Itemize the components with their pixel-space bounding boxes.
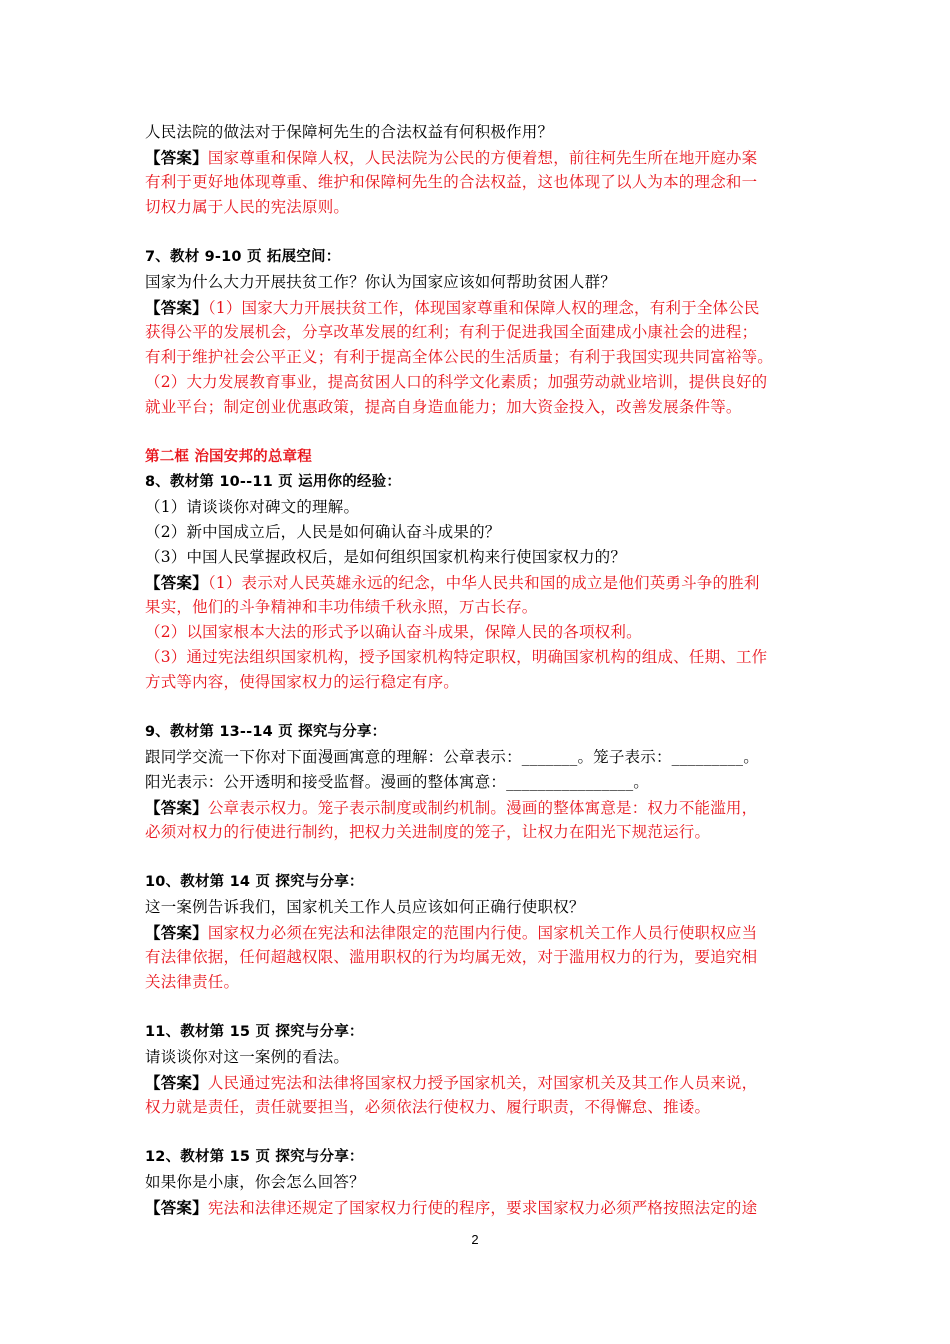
answer-label: 【答案】: [145, 923, 208, 942]
question-text: （1）请谈谈你对碑文的理解。: [145, 498, 360, 516]
section-q6: [145, 120, 810, 220]
blank-line: [145, 695, 810, 720]
section-q10: [145, 870, 810, 995]
answer-text: 切权力属于人民的宪法原则。: [145, 198, 350, 216]
answer-text: （1）表示对人民英雄永远的纪念，中华人民共和国的成立是他们英勇斗争的胜利: [207, 574, 760, 592]
question-text: 人民法院的做法对于保障柯先生的合法权益有何积极作用？: [145, 123, 554, 141]
answer-text: 有利于更好地体现尊重、维护和保障柯先生的合法权益，这也体现了以人为本的理念和一: [145, 173, 758, 191]
answer-text: 果实，他们的斗争精神和丰功伟绩千秋永照，万古长存。: [145, 598, 538, 616]
answer-text: 关法律责任。: [145, 973, 240, 991]
answer-text: （3）通过宪法组织国家机构，授予国家机构特定职权，明确国家机构的组成、任期、工作: [145, 648, 768, 666]
question-heading: 12、教材第 15 页 探究与分享：: [145, 1149, 364, 1165]
answer-line: [145, 1070, 810, 1095]
answer-text: 宪法和法律还规定了国家权力行使的程序，要求国家权力必须严格按照法定的途: [207, 1199, 758, 1217]
section-sec2: [145, 445, 810, 695]
answer-line: [145, 295, 810, 320]
answer-line: [145, 145, 810, 170]
answer-text: 有利于维护社会公平正义；有利于提高全体公民的生活质量；有利于我国实现共同富裕等。: [145, 348, 774, 366]
answer-text: （2）大力发展教育事业，提高贫困人口的科学文化素质；加强劳动就业培训，提供良好的: [145, 373, 768, 391]
answer-text: 人民通过宪法和法律将国家权力授予国家机关，对国家机关及其工作人员来说，: [207, 1074, 758, 1092]
blank-line: [145, 1120, 810, 1145]
blank-line: [145, 420, 810, 445]
answer-text: 有法律依据，任何超越权限、滥用职权的行为均属无效，对于滥用权力的行为，要追究相: [145, 948, 758, 966]
question-heading: 7、教材 9-10 页 拓展空间：: [145, 249, 341, 265]
answer-label: 【答案】: [145, 148, 208, 167]
answer-text: （1）国家大力开展扶贫工作，体现国家尊重和保障人权的理念，有利于全体公民: [207, 299, 760, 317]
blank-line: [145, 220, 810, 245]
answer-line: [145, 795, 810, 820]
question-heading: 8、教材第 10--11 页 运用你的经验：: [145, 474, 402, 490]
question-text: （3）中国人民掌握政权后，是如何组织国家机构来行使国家权力的？: [145, 548, 627, 566]
question-text: 跟同学交流一下你对下面漫画寓意的理解：公章表示：_______。笼子表示：_________。: [145, 748, 759, 766]
answer-text: 必须对权力的行使进行制约，把权力关进制度的笼子，让权力在阳光下规范运行。: [145, 823, 711, 841]
answer-label: 【答案】: [145, 1198, 208, 1217]
question-text: 阳光表示：公开透明和接受监督。漫画的整体寓意：________________。: [145, 773, 650, 791]
answer-text: 权力就是责任，责任就要担当，必须依法行使权力、履行职责，不得懈怠、推诿。: [145, 1098, 711, 1116]
answer-label: 【答案】: [145, 1073, 208, 1092]
question-heading: 9、教材第 13--14 页 探究与分享：: [145, 724, 387, 740]
answer-line: [145, 1195, 810, 1220]
answer-label: 【答案】: [145, 798, 208, 817]
answer-text: 公章表示权力。笼子表示制度或制约机制。漫画的整体寓意是：权力不能滥用，: [207, 799, 758, 817]
question-text: 这一案例告诉我们，国家机关工作人员应该如何正确行使职权？: [145, 898, 585, 916]
answer-line: [145, 570, 810, 595]
question-text: 国家为什么大力开展扶贫工作？你认为国家应该如何帮助贫困人群？: [145, 273, 617, 291]
answer-text: （2）以国家根本大法的形式予以确认奋斗成果，保障人民的各项权利。: [145, 623, 642, 641]
answer-line: [145, 920, 810, 945]
answer-text: 就业平台；制定创业优惠政策，提高自身造血能力；加大资金投入，改善发展条件等。: [145, 398, 742, 416]
answer-text: 国家尊重和保障人权，人民法院为公民的方便着想，前往柯先生所在地开庭办案: [207, 149, 758, 167]
answer-label: 【答案】: [145, 573, 208, 592]
question-heading: 11、教材第 15 页 探究与分享：: [145, 1024, 364, 1040]
question-heading: 10、教材第 14 页 探究与分享：: [145, 874, 364, 890]
blank-line: [145, 995, 810, 1020]
answer-text: 国家权力必须在宪法和法律限定的范围内行使。国家机关工作人员行使职权应当: [207, 924, 758, 942]
document-page: [145, 120, 810, 1220]
section-q7: [145, 245, 810, 420]
section-heading: 第二框 治国安邦的总章程: [145, 449, 312, 465]
question-text: 如果你是小康，你会怎么回答？: [145, 1173, 365, 1191]
answer-text: 获得公平的发展机会，分享改革发展的红利；有利于促进我国全面建成小康社会的进程；: [145, 323, 758, 341]
section-q11: [145, 1020, 810, 1120]
blank-line: [145, 845, 810, 870]
section-q12: [145, 1145, 810, 1220]
page-number: 2: [471, 1232, 479, 1247]
question-text: 请谈谈你对这一案例的看法。: [145, 1048, 350, 1066]
question-text: （2）新中国成立后，人民是如何确认奋斗成果的？: [145, 523, 501, 541]
answer-label: 【答案】: [145, 298, 208, 317]
answer-text: 方式等内容，使得国家权力的运行稳定有序。: [145, 673, 460, 691]
section-q9: [145, 720, 810, 845]
